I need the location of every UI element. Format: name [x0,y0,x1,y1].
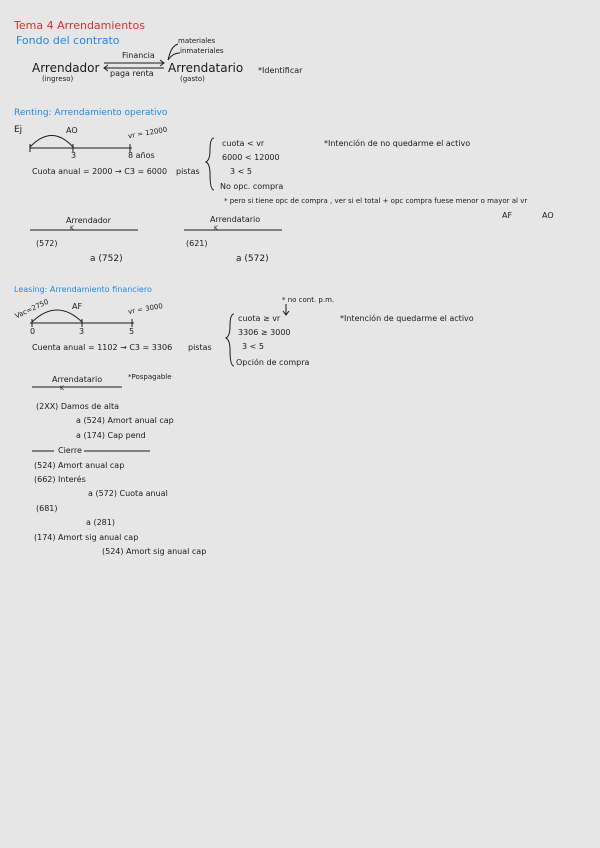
leasing-pistas-label: pistas [188,343,212,352]
entry-line-1: (2XX) Damos de alta [36,402,120,411]
leasing-vr-label: vr = 3000 [127,302,164,316]
leasing-t-account-k: K [60,385,64,392]
entry-line-7: (681) [36,504,58,513]
inmateriales-label: inmateriales [180,47,224,55]
leasing-cuota-line: Cuenta anual = 1102 → C3 = 3306 [32,343,173,352]
t-account-arrendatario-right: a (572) [236,254,269,264]
leasing-af-label: AF [72,302,83,311]
arrendador-sub: (ingreso) [42,75,74,83]
renting-heading: Renting: Arrendamiento operativo [14,108,168,118]
arrendatario-sub: (gasto) [180,75,205,83]
t-account-arrendador-right: a (752) [90,254,123,264]
financia-label: Financia [122,51,155,60]
vac-label: Vac=2750 [13,297,50,321]
ej-label: Ej [14,125,23,135]
pista-3: 3 < 5 [230,167,252,176]
vr-label: vr = 12000 [127,125,168,141]
leasing-arc [32,310,82,322]
t-account-arrendador-header: Arrendador [66,216,111,225]
tick-3: 3 [71,151,77,160]
tick-8: 8 años [128,151,155,160]
arrendador-label: Arrendador [32,61,100,75]
leasing-tick-3: 3 [79,327,85,336]
arrendatario-label: Arrendatario [168,61,244,75]
cuota-line: Cuota anual = 2000 → C3 = 6000 [32,167,168,176]
entry-line-9: (174) Amort sig anual cap [34,533,139,542]
pista-4: No opc. compra [220,182,284,191]
pospagable-note: *Pospagable [128,373,172,381]
pista-2: 6000 < 12000 [222,153,280,162]
leasing-pista-4: Opción de compra [236,358,310,367]
entry-line-4: (524) Amort anual cap [34,461,125,470]
entry-line-3: a (174) Cap pend [76,431,146,440]
leasing-tick-0: 0 [30,327,36,336]
ao-arc-label: AO [66,126,78,135]
leasing-pista-1: cuota ≥ vr [238,314,281,323]
opc-compra-note: * pero si tiene opc de compra , ver si el total + opc compra fuese menor o mayor al vr [224,197,528,205]
leasing-intention-note: *Intención de quedarme el activo [340,314,474,323]
materiales-label: materiales [178,37,216,45]
t-account-arrendatario-k: K [214,225,218,232]
t-account-arrendador-k: K [70,225,74,232]
entry-line-10: (524) Amort sig anual cap [102,547,207,556]
renting-arc [30,136,73,148]
renting-brace [206,138,214,190]
leasing-heading: Leasing: Arrendamiento financiero [14,285,152,294]
t-account-arrendador-left: (572) [36,239,58,248]
intention-note: *Intención de no quedarme el activo [324,139,471,148]
t-account-arrendatario-header: Arrendatario [210,215,261,224]
leasing-t-account-header: Arrendatario [52,375,103,384]
entry-line-8: a (281) [86,518,115,527]
leasing-pista-2: 3306 ≥ 3000 [238,328,291,337]
page-title: Tema 4 Arrendamientos [14,19,145,32]
t-account-arrendatario-left: (621) [186,239,208,248]
entry-line-5: (662) Interés [34,475,86,484]
paga-renta-label: paga renta [110,69,154,78]
pistas-label: pistas [176,167,200,176]
entry-line-6: a (572) Cuota anual [88,489,168,498]
af-label: AF [502,211,513,220]
cierre-label: Cierre [58,446,82,455]
leasing-brace [226,314,234,366]
leasing-tick-5: 5 [129,327,135,336]
leasing-pista-3: 3 < 5 [242,342,264,351]
ao-label: AO [542,211,554,220]
identificar-note: *Identificar [258,66,303,75]
pista-1: cuota < vr [222,139,265,148]
no-cont-note: * no cont. p.m. [282,296,335,304]
fondo-heading: Fondo del contrato [16,34,120,47]
entry-line-2: a (524) Amort anual cap [76,416,174,425]
